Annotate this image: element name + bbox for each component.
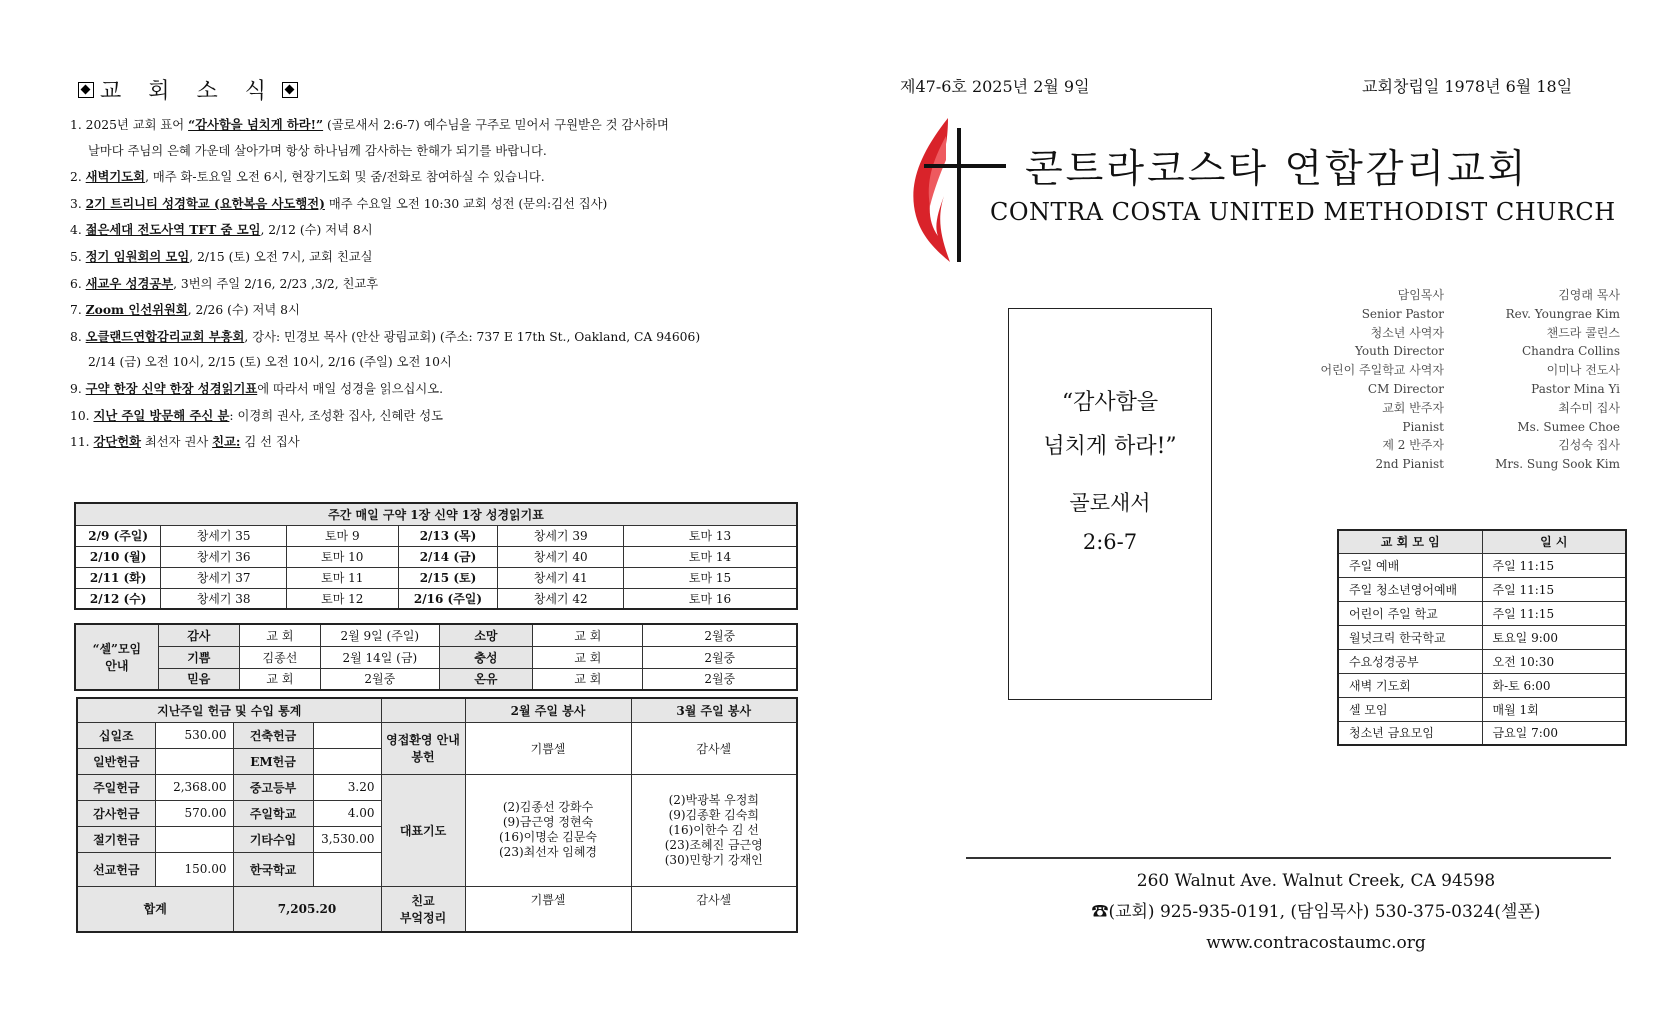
cell-detail: 2월중 xyxy=(321,668,440,690)
cell-detail: 2월중 xyxy=(643,624,797,646)
meeting-row xyxy=(1338,553,1626,577)
meeting-name: 셀 모임 xyxy=(1338,697,1482,721)
news-item-text: (골로새서 2:6-7) 예수님을 구주로 믿어서 구원받은 것 감사하며 xyxy=(323,118,669,132)
reading-chapter: 창세기 42 xyxy=(498,588,624,609)
meeting-row xyxy=(1338,649,1626,673)
reading-date: 2/16 (주일) xyxy=(398,588,498,609)
offering-label: 감사헌금 xyxy=(77,800,155,826)
meeting-time: 오전 10:30 xyxy=(1482,649,1626,673)
prayer-feb xyxy=(465,774,631,886)
offering-value: 2,368.00 xyxy=(155,774,233,800)
news-item-number: 8. xyxy=(70,329,86,344)
reading-chapter: 창세기 35 xyxy=(161,525,287,546)
staff-name-english: Ms. Sumee Choe xyxy=(1517,419,1620,434)
reading-chapter: 토마 9 xyxy=(286,525,398,546)
reading-chapter: 토마 13 xyxy=(624,525,798,546)
staff-name-korean: 챈드라 콜린스 xyxy=(1546,325,1620,340)
offering-total-label: 합계 xyxy=(77,886,233,932)
staff-role-korean: 담임목사 xyxy=(1397,288,1444,302)
news-item-title: 2기 트리니티 성경학교 (요한복음 사도행전) xyxy=(85,195,325,211)
cell-detail: 2월 9일 (주일) xyxy=(321,624,440,646)
offering-value xyxy=(313,748,381,774)
meeting-row xyxy=(1338,697,1626,721)
staff-role-english: 2nd Pianist xyxy=(1375,457,1444,472)
church-name-korean: 콘트라코스타 연합감리교회 xyxy=(1025,147,1529,192)
verse-line-1: “감사함을 xyxy=(1061,390,1159,415)
offering-value xyxy=(155,748,233,774)
staff-person xyxy=(1460,399,1620,437)
reading-date: 2/11 (화) xyxy=(75,567,161,588)
news-item-number: 3. xyxy=(70,196,86,211)
staff-role-english: CM Director xyxy=(1367,381,1444,396)
offering-value: 3.20 xyxy=(313,774,381,800)
news-item-text: , 2/26 (수) 저녁 8시 xyxy=(187,303,300,318)
staff-name-english: Pastor Mina Yi xyxy=(1531,381,1620,396)
news-item-title: “감사함을 넘치게 하라!” xyxy=(188,117,324,132)
news-item xyxy=(70,324,830,351)
prayer-label: 대표기도 xyxy=(381,774,465,886)
fellowship-label xyxy=(381,886,465,932)
prayer-name: (9)금근영 정현숙 xyxy=(502,815,594,829)
offering-label: 한국학교 xyxy=(233,852,313,886)
staff-person xyxy=(1460,436,1620,474)
staff-person xyxy=(1460,324,1620,362)
news-item-number: 11. xyxy=(70,435,94,450)
meetings-header-name: 교 회 모 임 xyxy=(1338,530,1482,553)
news-item-text: , 2/15 (토) 오전 7시, 교회 친교실 xyxy=(189,249,373,264)
meeting-row xyxy=(1338,721,1626,745)
meeting-row xyxy=(1338,601,1626,625)
prayer-name: (2)김종선 강화수 xyxy=(502,800,594,814)
staff-role-korean: 제 2 반주자 xyxy=(1382,438,1444,453)
offering-label: 주일학교 xyxy=(233,800,313,826)
staff-role-korean: 청소년 사역자 xyxy=(1370,325,1444,340)
cell-detail: 교 회 xyxy=(239,668,320,690)
offering-value: 530.00 xyxy=(155,722,233,748)
offering-label: 주일헌금 xyxy=(77,774,155,800)
offering-label: 건축헌금 xyxy=(233,722,313,748)
cell-table xyxy=(74,623,798,691)
reading-row xyxy=(75,588,797,609)
staff-entry xyxy=(1320,324,1620,362)
meeting-time: 주일 11:15 xyxy=(1482,601,1626,625)
meeting-row xyxy=(1338,577,1626,601)
divider-line xyxy=(966,857,1611,859)
diamond-icon xyxy=(282,82,298,98)
reading-chapter: 창세기 41 xyxy=(498,567,624,588)
offering-service-table xyxy=(76,697,798,933)
reading-chapter: 창세기 40 xyxy=(498,546,624,567)
fellowship-mar: 감사셀 xyxy=(631,886,797,932)
news-item-title: 친교: xyxy=(212,434,241,450)
staff-role-english: Senior Pastor xyxy=(1361,306,1444,321)
staff-name-english: Chandra Collins xyxy=(1522,344,1620,359)
offering-value: 150.00 xyxy=(155,852,233,886)
news-item xyxy=(70,271,830,298)
offering-value xyxy=(313,852,381,886)
news-item-number: 2. xyxy=(70,170,86,185)
cell-detail: 2월중 xyxy=(643,646,797,668)
verse-ref-chapter: 2:6-7 xyxy=(1082,530,1138,554)
prayer-name: (23)최선자 임혜경 xyxy=(499,845,597,859)
reading-chapter: 토마 14 xyxy=(624,546,798,567)
news-item-number: 6. xyxy=(70,276,86,291)
meeting-time: 주일 11:15 xyxy=(1482,553,1626,577)
news-item-number: 7. xyxy=(70,303,86,318)
news-title xyxy=(72,74,304,105)
cell-detail: 교 회 xyxy=(533,624,643,646)
staff-entry xyxy=(1320,286,1620,324)
news-item-number: 10. xyxy=(70,408,94,423)
staff-list xyxy=(1320,286,1620,474)
staff-name-english: Rev. Youngrae Kim xyxy=(1505,306,1620,321)
meeting-name: 새벽 기도회 xyxy=(1338,673,1482,697)
reading-chapter: 토마 12 xyxy=(286,588,398,609)
meeting-time: 매월 1회 xyxy=(1482,697,1626,721)
reading-chapter: 창세기 38 xyxy=(161,588,287,609)
cross-flame-logo xyxy=(908,116,1008,264)
offering-value: 3,530.00 xyxy=(313,826,381,852)
cell-group-label xyxy=(75,624,158,690)
service-corner xyxy=(381,698,465,722)
meeting-time: 금요일 7:00 xyxy=(1482,721,1626,745)
reading-date: 2/10 (월) xyxy=(75,546,161,567)
news-item-title: 오클랜드연합감리교회 부흥회 xyxy=(85,328,245,344)
address: 260 Walnut Ave. Walnut Creek, CA 94598 xyxy=(1136,871,1496,891)
reading-table xyxy=(74,502,798,610)
news-title-text: 교 회 소 식 xyxy=(100,79,276,104)
meeting-name: 수요성경공부 xyxy=(1338,649,1482,673)
news-list xyxy=(70,112,830,456)
news-item-text: 김 선 집사 xyxy=(240,435,300,450)
staff-name-korean: 이미나 전도사 xyxy=(1546,363,1620,378)
staff-entry xyxy=(1320,436,1620,474)
news-item-number: 5. xyxy=(70,249,86,264)
reading-row xyxy=(75,567,797,588)
cell-label-line2: 안내 xyxy=(105,659,129,673)
reading-date: 2/15 (토) xyxy=(398,567,498,588)
reading-chapter: 토마 10 xyxy=(286,546,398,567)
news-item xyxy=(70,191,830,218)
fellowship-label-line1: 친교 xyxy=(411,893,435,908)
reading-chapter: 창세기 37 xyxy=(161,567,287,588)
news-item xyxy=(70,403,830,430)
offering-label: 절기헌금 xyxy=(77,826,155,852)
footer xyxy=(966,866,1666,959)
news-item-text: , 3번의 주일 2/16, 2/23 ,3/2, 친교후 xyxy=(173,276,379,291)
news-item-text: : 이경희 권사, 조성환 집사, 신혜란 성도 xyxy=(229,408,443,423)
cell-name: 온유 xyxy=(439,668,533,690)
reading-chapter: 토마 11 xyxy=(286,567,398,588)
cross-vertical xyxy=(957,128,961,262)
reading-date: 2/9 (주일) xyxy=(75,525,161,546)
prayer-name: (30)민항기 강재인 xyxy=(664,852,763,867)
cross-horizontal xyxy=(924,164,1006,168)
offering-label: 십일조 xyxy=(77,722,155,748)
meeting-name: 청소년 금요모임 xyxy=(1338,721,1482,745)
news-item-text: , 2/12 (수) 저녁 8시 xyxy=(260,223,373,238)
staff-role-korean: 어린이 주일학교 사역자 xyxy=(1320,363,1444,378)
staff-name-korean: 김성숙 집사 xyxy=(1558,438,1620,453)
service-feb-header: 2월 주일 봉사 xyxy=(465,698,631,722)
cell-row xyxy=(75,646,797,668)
staff-role-english: Pianist xyxy=(1402,419,1444,434)
news-item-number: 9. xyxy=(70,381,86,396)
reading-date: 2/12 (수) xyxy=(75,588,161,609)
staff-name-korean: 최수미 집사 xyxy=(1558,400,1620,415)
cell-name: 소망 xyxy=(439,624,533,646)
staff-entry xyxy=(1320,399,1620,437)
reading-chapter: 토마 15 xyxy=(624,567,798,588)
greet-mar: 감사셀 xyxy=(631,722,797,774)
news-item-title: 젊은세대 전도사역 TFT 줌 모임 xyxy=(85,222,261,238)
meeting-row xyxy=(1338,625,1626,649)
phone: ☎(교회) 925-935-0191, (담임목사) 530-375-0324(셀폰) xyxy=(1091,902,1541,922)
offering-value xyxy=(313,722,381,748)
reading-date: 2/14 (금) xyxy=(398,546,498,567)
cell-detail: 교 회 xyxy=(533,646,643,668)
meeting-time: 주일 11:15 xyxy=(1482,577,1626,601)
news-item-title: 새교우 성경공부 xyxy=(85,275,174,291)
fellowship-label-line2: 부엌정리 xyxy=(399,910,447,925)
meeting-row xyxy=(1338,673,1626,697)
staff-role-korean: 교회 반주자 xyxy=(1382,400,1444,415)
service-mar-header: 3월 주일 봉사 xyxy=(631,698,797,722)
news-item-continuation: 2/14 (금) 오전 10시, 2/15 (토) 오전 10시, 2/16 (주일) 오전 10시 xyxy=(88,355,452,370)
diamond-icon xyxy=(78,82,94,98)
offering-value: 570.00 xyxy=(155,800,233,826)
news-item-title: 지난 주일 방문해 주신 분 xyxy=(93,407,230,423)
prayer-name: (9)김종환 김숙희 xyxy=(668,807,759,822)
news-item-number: 1. 2025년 교회 표어 xyxy=(70,118,189,132)
reading-chapter: 창세기 36 xyxy=(161,546,287,567)
reading-row xyxy=(75,525,797,546)
news-item-title: Zoom 인선위원회 xyxy=(85,302,188,318)
meeting-name: 어린이 주일 학교 xyxy=(1338,601,1482,625)
news-item xyxy=(70,429,830,456)
cell-detail: 김종선 xyxy=(239,646,320,668)
cell-name: 기쁨 xyxy=(158,646,239,668)
offering-value: 4.00 xyxy=(313,800,381,826)
meeting-time: 토요일 9:00 xyxy=(1482,625,1626,649)
offering-label: 기타수입 xyxy=(233,826,313,852)
news-item-text: , 강사: 민경보 목사 (안산 광림교회) (주소: 737 E 17th St., Oakland, CA 94606) xyxy=(244,329,701,344)
cell-detail: 교 회 xyxy=(533,668,643,690)
news-item-continuation: 날마다 주님의 은혜 가운데 살아가며 항상 하나님께 감사하는 한해가 되기를 바랍니다. xyxy=(88,143,547,158)
news-item-title: 강단헌화 xyxy=(93,434,141,450)
prayer-name: (23)조혜진 금근영 xyxy=(664,837,763,852)
news-item xyxy=(70,112,830,139)
offering-label: 선교헌금 xyxy=(77,852,155,886)
offering-label: 중고등부 xyxy=(233,774,313,800)
cell-detail: 2월 14일 (금) xyxy=(321,646,440,668)
news-item xyxy=(70,297,830,324)
news-item-text: , 매주 화-토요일 오전 6시, 현장기도회 및 줌/전화로 참여하실 수 있습니다. xyxy=(145,170,545,185)
staff-role-english: Youth Director xyxy=(1355,344,1444,359)
cell-name: 믿음 xyxy=(158,668,239,690)
news-item-text: 에 따라서 매일 성경을 읽으십시오. xyxy=(257,381,444,396)
greet-feb: 기쁨셀 xyxy=(465,722,631,774)
verse-box xyxy=(1008,308,1212,700)
news-item-text: 최선자 권사 xyxy=(140,435,213,450)
meetings-header-time: 일 시 xyxy=(1482,530,1626,553)
offering-value xyxy=(155,826,233,852)
reading-date: 2/13 (목) xyxy=(398,525,498,546)
staff-name-english: Mrs. Sung Sook Kim xyxy=(1495,457,1620,472)
news-item-title: 새벽기도회 xyxy=(85,169,146,185)
website[interactable]: www.contracostaumc.org xyxy=(1206,933,1426,953)
staff-person xyxy=(1460,286,1620,324)
staff-person xyxy=(1460,361,1620,399)
prayer-mar xyxy=(631,774,797,886)
issue-number: 제47-6호 2025년 2월 9일 xyxy=(900,77,1090,96)
offering-label: EM헌금 xyxy=(233,748,313,774)
cell-label-line1: “셀”모임 xyxy=(92,642,142,656)
staff-role xyxy=(1320,361,1444,399)
verse-line-2: 넘치게 하라!” xyxy=(1043,434,1177,459)
news-item-number: 4. xyxy=(70,223,86,238)
reading-table-title: 주간 매일 구약 1장 신약 1장 성경읽기표 xyxy=(75,503,797,525)
verse-ref-book: 골로새서 xyxy=(1069,491,1151,515)
offering-label: 일반헌금 xyxy=(77,748,155,774)
staff-role xyxy=(1320,324,1444,362)
news-item xyxy=(70,217,830,244)
staff-name-korean: 김영래 목사 xyxy=(1558,288,1620,302)
offering-total: 7,205.20 xyxy=(233,886,381,932)
meeting-name: 월넛크릭 한국학교 xyxy=(1338,625,1482,649)
greet-label: 영접환영 안내봉헌 xyxy=(381,722,465,774)
cell-name: 감사 xyxy=(158,624,239,646)
staff-role xyxy=(1320,436,1444,474)
meeting-name: 주일 예배 xyxy=(1338,553,1482,577)
cell-detail: 교 회 xyxy=(239,624,320,646)
meeting-time: 화-토 6:00 xyxy=(1482,673,1626,697)
meetings-table xyxy=(1337,529,1627,746)
reading-chapter: 토마 16 xyxy=(624,588,798,609)
church-name-english: CONTRA COSTA UNITED METHODIST CHURCH xyxy=(990,198,1616,226)
news-item xyxy=(70,164,830,191)
fellowship-feb: 기쁨셀 xyxy=(465,886,631,932)
reading-chapter: 창세기 39 xyxy=(498,525,624,546)
offering-title: 지난주일 헌금 및 수입 통계 xyxy=(77,698,381,722)
staff-entry xyxy=(1320,361,1620,399)
staff-role xyxy=(1320,399,1444,437)
news-item-title: 구약 한장 신약 한장 성경읽기표 xyxy=(85,380,258,396)
news-item xyxy=(70,376,830,403)
news-item-title: 정기 임원회의 모임 xyxy=(85,248,190,264)
prayer-name: (16)이명순 김문숙 xyxy=(499,830,597,844)
prayer-name: (16)이한수 김 선 xyxy=(668,822,759,837)
meeting-name: 주일 청소년영어예배 xyxy=(1338,577,1482,601)
founded-date: 교회창립일 1978년 6월 18일 xyxy=(1362,77,1573,96)
cell-name: 충성 xyxy=(439,646,533,668)
cell-detail: 2월중 xyxy=(643,668,797,690)
cell-row xyxy=(75,668,797,690)
cell-row xyxy=(75,624,797,646)
news-item-text: 매주 수요일 오전 10:30 교회 성전 (문의:김선 집사) xyxy=(324,196,608,211)
staff-role xyxy=(1320,286,1444,324)
news-item xyxy=(70,244,830,271)
reading-row xyxy=(75,546,797,567)
prayer-name: (2)박광복 우정희 xyxy=(668,792,759,807)
